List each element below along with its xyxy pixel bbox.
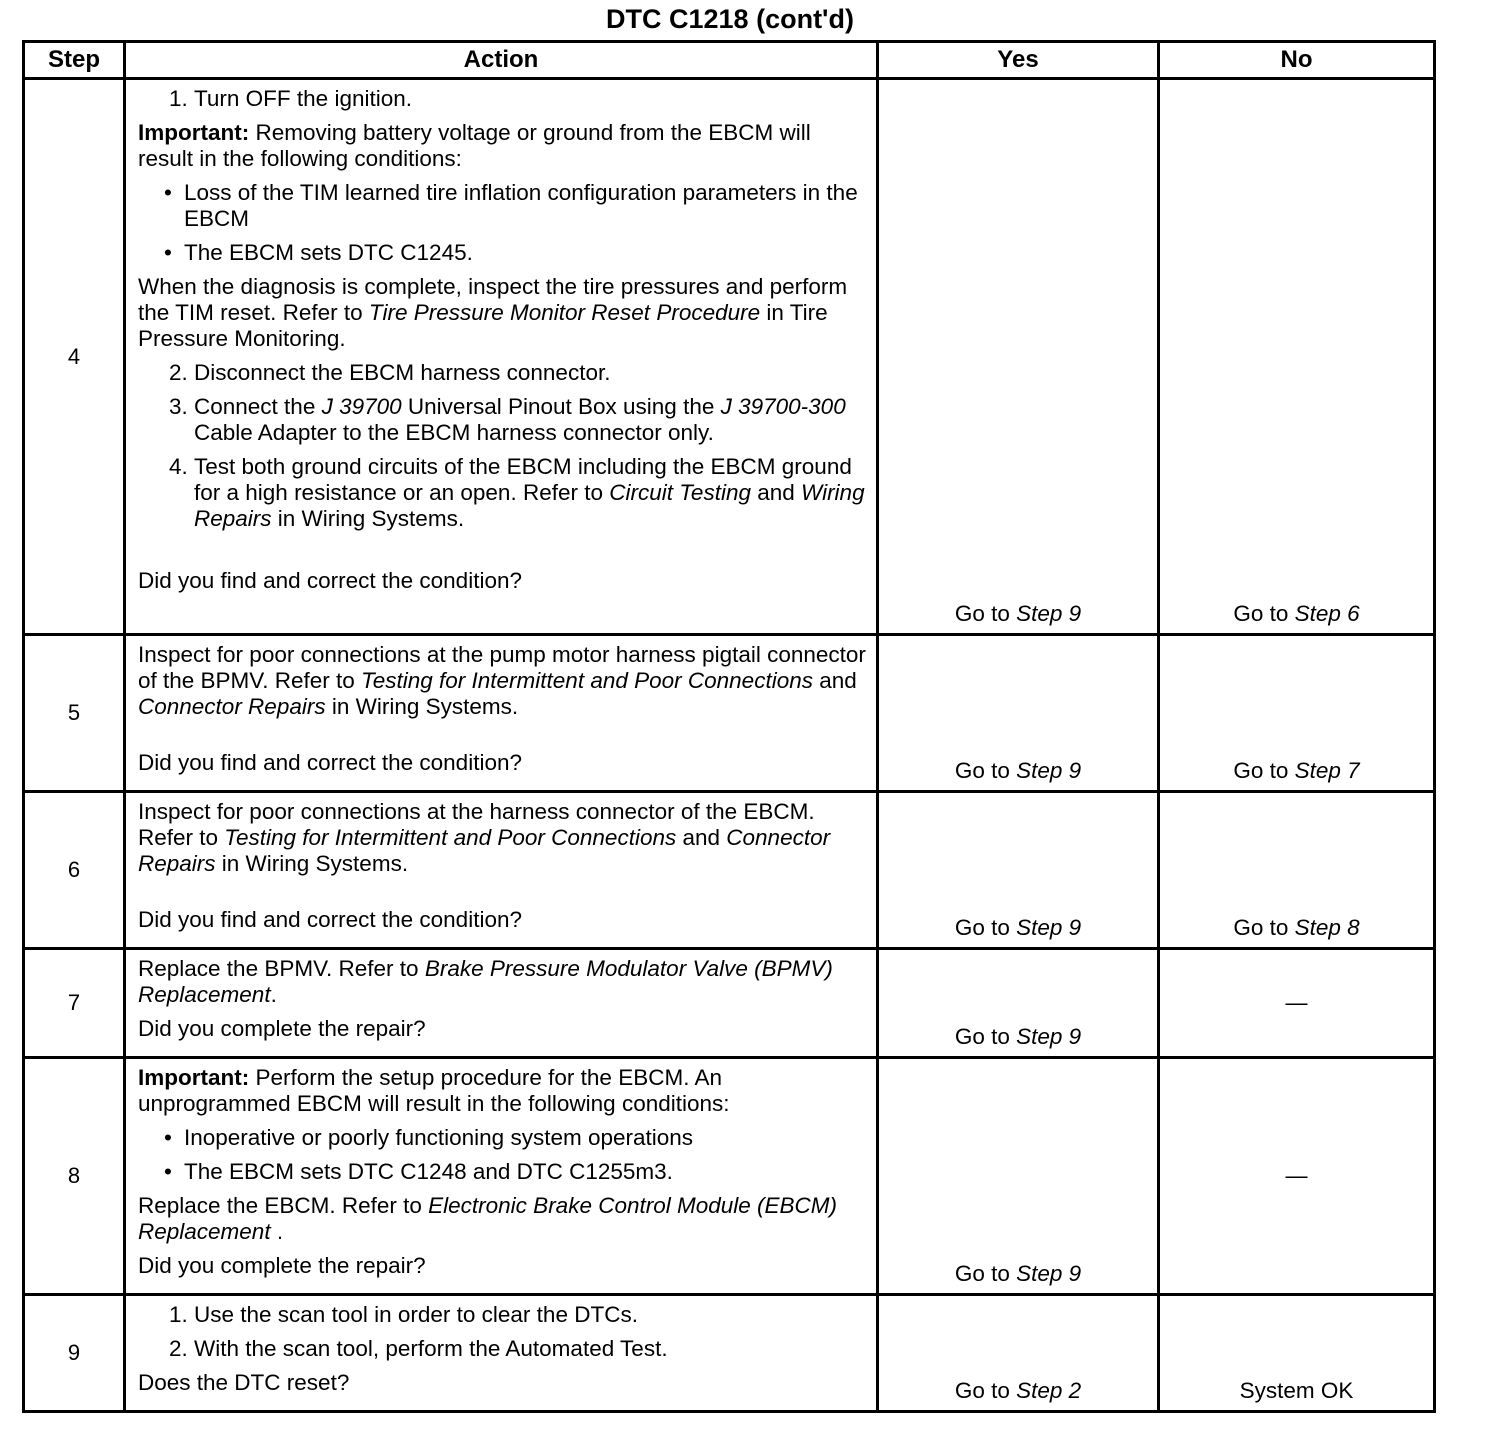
go-to-label: Go to <box>1233 758 1295 783</box>
reference-link: Tire Pressure Monitor Reset Procedure <box>368 300 761 325</box>
table-row-step-5 <box>24 635 1435 792</box>
step-number: 5 <box>24 635 125 792</box>
header-yes: Yes <box>878 42 1159 79</box>
header-action: Action <box>125 42 878 79</box>
no-cell: — <box>1159 1058 1435 1295</box>
table-row-step-6 <box>24 792 1435 949</box>
yes-cell <box>878 79 1159 635</box>
text-segment: When the diagnosis is complete, inspect the tire pressures and perform the TIM reset. Refer to <box>138 274 848 325</box>
text-segment: and <box>812 668 857 693</box>
important-label: Important: <box>138 1065 250 1090</box>
action-cell <box>125 792 878 949</box>
reference-link: Brake Pressure Modulator Valve (BPMV) Replacement <box>138 956 833 1007</box>
reference-link: Electronic Brake Control Module (EBCM) Replacement <box>138 1193 838 1244</box>
list-item <box>194 454 866 532</box>
question-text: Did you find and correct the condition? <box>138 750 522 775</box>
go-to-label: Go to <box>954 1378 1017 1403</box>
table-header-row <box>24 42 1435 79</box>
step-number: 4 <box>24 79 125 635</box>
header-no: No <box>1159 42 1435 79</box>
text-segment: Replace the EBCM. Refer to <box>138 1193 429 1218</box>
reference-link: Connector Repairs <box>138 825 831 876</box>
bullet-item: • Loss of the TIM learned tire inflation configuration parameters in the EBCM <box>184 180 866 232</box>
yes-cell <box>878 635 1159 792</box>
question-text: Does the DTC reset? <box>138 1370 350 1395</box>
list-item: 2. With the scan tool, perform the Automated Test. <box>194 1336 866 1362</box>
instruction-text <box>138 642 866 720</box>
bullet-item: • Inoperative or poorly functioning system operations <box>184 1125 866 1151</box>
step-reference: Step 9 <box>1016 758 1082 783</box>
step-reference: Step 7 <box>1294 758 1360 783</box>
no-cell: — <box>1159 949 1435 1058</box>
text-segment: in Tire Pressure Monitoring. <box>138 300 828 351</box>
text-segment: in Wiring Systems. <box>215 851 409 876</box>
yes-cell <box>878 949 1159 1058</box>
text-segment: in Wiring Systems. <box>271 506 465 531</box>
no-cell <box>1159 79 1435 635</box>
text-segment: and <box>750 480 802 505</box>
action-cell <box>125 635 878 792</box>
no-cell: System OK <box>1159 1295 1435 1412</box>
text-segment: Replace the BPMV. Refer to <box>138 956 425 981</box>
reference-link: Circuit Testing <box>609 480 751 505</box>
important-note <box>138 1065 866 1117</box>
list-item <box>194 394 866 446</box>
instruction-text <box>138 799 866 877</box>
text-segment: Universal Pinout Box using the <box>401 394 721 419</box>
text-segment: Connect the <box>194 394 322 419</box>
tool-reference: J 39700 <box>321 394 402 419</box>
no-cell <box>1159 635 1435 792</box>
diagnostic-table <box>22 40 1436 1413</box>
table-row-step-4 <box>24 79 1435 635</box>
step-reference: Step 2 <box>1016 1378 1082 1403</box>
step-number: 9 <box>24 1295 125 1412</box>
tool-reference: J 39700-300 <box>720 394 846 419</box>
instruction-text <box>138 1193 866 1245</box>
list-item: 1. Turn OFF the ignition. <box>194 86 866 112</box>
yes-cell <box>878 1295 1159 1412</box>
question-text: Did you find and correct the condition? <box>138 907 522 932</box>
go-to-label: Go to <box>954 601 1017 626</box>
question-text: Did you complete the repair? <box>138 1253 426 1278</box>
yes-cell <box>878 792 1159 949</box>
step-number: 6 <box>24 792 125 949</box>
go-to-label: Go to <box>954 758 1017 783</box>
list-item: 2. Disconnect the EBCM harness connector. <box>194 360 866 386</box>
important-note <box>138 120 866 172</box>
question-text: Did you complete the repair? <box>138 1016 426 1041</box>
action-cell <box>125 79 878 635</box>
important-text: Removing battery voltage or ground from the EBCM will result in the following conditions: <box>138 120 811 171</box>
step-reference: Step 9 <box>1016 601 1082 626</box>
important-text: Perform the setup procedure for the EBCM. An unprogrammed EBCM will result in the following conditions: <box>138 1065 730 1116</box>
text-segment: and <box>676 825 727 850</box>
step-reference: Step 6 <box>1294 601 1360 626</box>
table-row-step-8 <box>24 1058 1435 1295</box>
list-item: 1. Use the scan tool in order to clear the DTCs. <box>194 1302 866 1328</box>
text-segment: Inspect for poor connections at the pump motor harness pigtail connector of the BPMV. Refer to <box>138 642 866 693</box>
table-row-step-7 <box>24 949 1435 1058</box>
action-cell <box>125 1058 878 1295</box>
important-label: Important: <box>138 120 250 145</box>
text-segment: . <box>270 982 277 1007</box>
text-segment: Inspect for poor connections at the harness connector of the EBCM. Refer to <box>138 799 815 850</box>
reference-link: Testing for Intermittent and Poor Connections <box>361 668 813 693</box>
bullet-item: • The EBCM sets DTC C1245. <box>184 240 866 266</box>
step-reference: Step 9 <box>1016 1261 1082 1286</box>
action-cell <box>125 1295 878 1412</box>
text-segment: Cable Adapter to the EBCM harness connector only. <box>194 420 714 445</box>
bullet-item: • The EBCM sets DTC C1248 and DTC C1255m3. <box>184 1159 866 1185</box>
text-segment: . <box>270 1219 284 1244</box>
no-cell <box>1159 792 1435 949</box>
page-title: DTC C1218 (cont'd) <box>606 4 854 34</box>
step-number: 8 <box>24 1058 125 1295</box>
step-reference: Step 9 <box>1016 915 1082 940</box>
instruction-text <box>138 956 866 1008</box>
step-reference: Step 9 <box>1016 1024 1082 1049</box>
reference-link: Connector Repairs <box>138 694 326 719</box>
go-to-label: Go to <box>954 1024 1017 1049</box>
text-segment: in Wiring Systems. <box>325 694 519 719</box>
go-to-label: Go to <box>1233 915 1295 940</box>
yes-cell <box>878 1058 1159 1295</box>
step-number: 7 <box>24 949 125 1058</box>
reference-link: Wiring Repairs <box>194 480 865 531</box>
header-step: Step <box>24 42 125 79</box>
table-row-step-9 <box>24 1295 1435 1412</box>
instruction-text <box>138 274 866 352</box>
action-cell <box>125 949 878 1058</box>
go-to-label: Go to <box>954 915 1017 940</box>
go-to-label: Go to <box>954 1261 1017 1286</box>
reference-link: Testing for Intermittent and Poor Connections <box>224 825 677 850</box>
go-to-label: Go to <box>1233 601 1295 626</box>
step-reference: Step 8 <box>1294 915 1360 940</box>
question-text: Did you find and correct the condition? <box>138 568 522 593</box>
text-segment: Test both ground circuits of the EBCM including the EBCM ground for a high resistance or an open. Refer to <box>194 454 852 505</box>
